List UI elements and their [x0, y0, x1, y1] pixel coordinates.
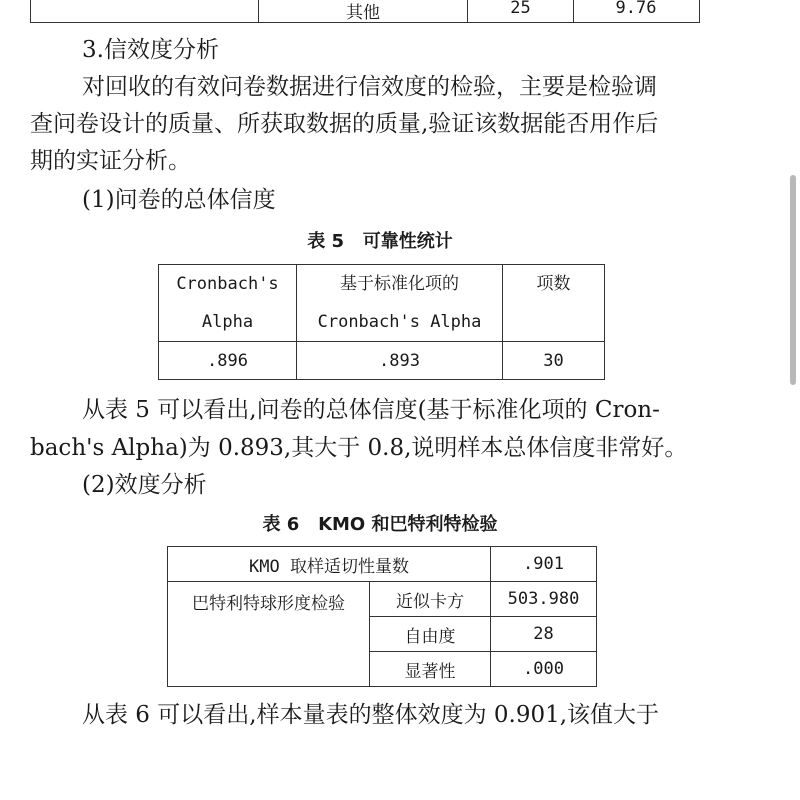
table5	[158, 264, 605, 380]
subheading-validity: (2)效度分析	[82, 472, 207, 498]
after-table5-line-1: 从表 5 可以看出,问卷的总体信度(基于标准化项的 Cron-	[82, 397, 660, 423]
top-table-label: 其他	[346, 3, 380, 23]
table6-row-label: 显著性	[370, 652, 491, 687]
table6-row-label: 近似卡方	[370, 582, 491, 617]
after-table5-line-2: bach's Alpha)为 0.893,其大于 0.8,说明样本总体信度非常好。	[30, 435, 688, 461]
intro-line-1: 对回收的有效问卷数据进行信效度的检验，主要是检验调	[82, 74, 657, 100]
top-table-count: 25	[510, 0, 531, 18]
table6	[167, 546, 597, 687]
table6-bartlett-label: 巴特利特球形度检验	[168, 582, 370, 687]
table6-row-value: 503.980	[491, 582, 597, 617]
section-heading: 3.信效度分析	[82, 37, 219, 63]
table6-row-value: 28	[491, 617, 597, 652]
intro-line-2: 查问卷设计的质量、所获取数据的质量,验证该数据能否用作后	[30, 111, 659, 137]
table5-caption: 表 5 可靠性统计	[307, 231, 453, 252]
table5-header-items: 项数	[503, 265, 605, 342]
table6-row-label: 自由度	[370, 617, 491, 652]
table6-row-value: .000	[491, 652, 597, 687]
table5-header-std-alpha: 基于标准化项的 Cronbach's Alpha	[297, 265, 503, 342]
subheading-reliability: (1)问卷的总体信度	[82, 187, 276, 213]
top-table-percent: 9.76	[615, 0, 657, 18]
table5-value-items: 30	[503, 342, 605, 380]
top-table-fragment	[30, 0, 700, 23]
table5-header-alpha: Cronbach's Alpha	[159, 265, 297, 342]
vertical-scrollbar[interactable]	[790, 175, 796, 385]
table5-value-std-alpha: .893	[297, 342, 503, 380]
table6-kmo-label: KMO 取样适切性量数	[168, 547, 491, 582]
intro-line-3: 期的实证分析。	[30, 148, 191, 174]
table5-value-alpha: .896	[159, 342, 297, 380]
table6-caption: 表 6 KMO 和巴特利特检验	[262, 514, 498, 535]
table6-kmo-value: .901	[491, 547, 597, 582]
final-line: 从表 6 可以看出,样本量表的整体效度为 0.901,该值大于	[82, 702, 660, 728]
